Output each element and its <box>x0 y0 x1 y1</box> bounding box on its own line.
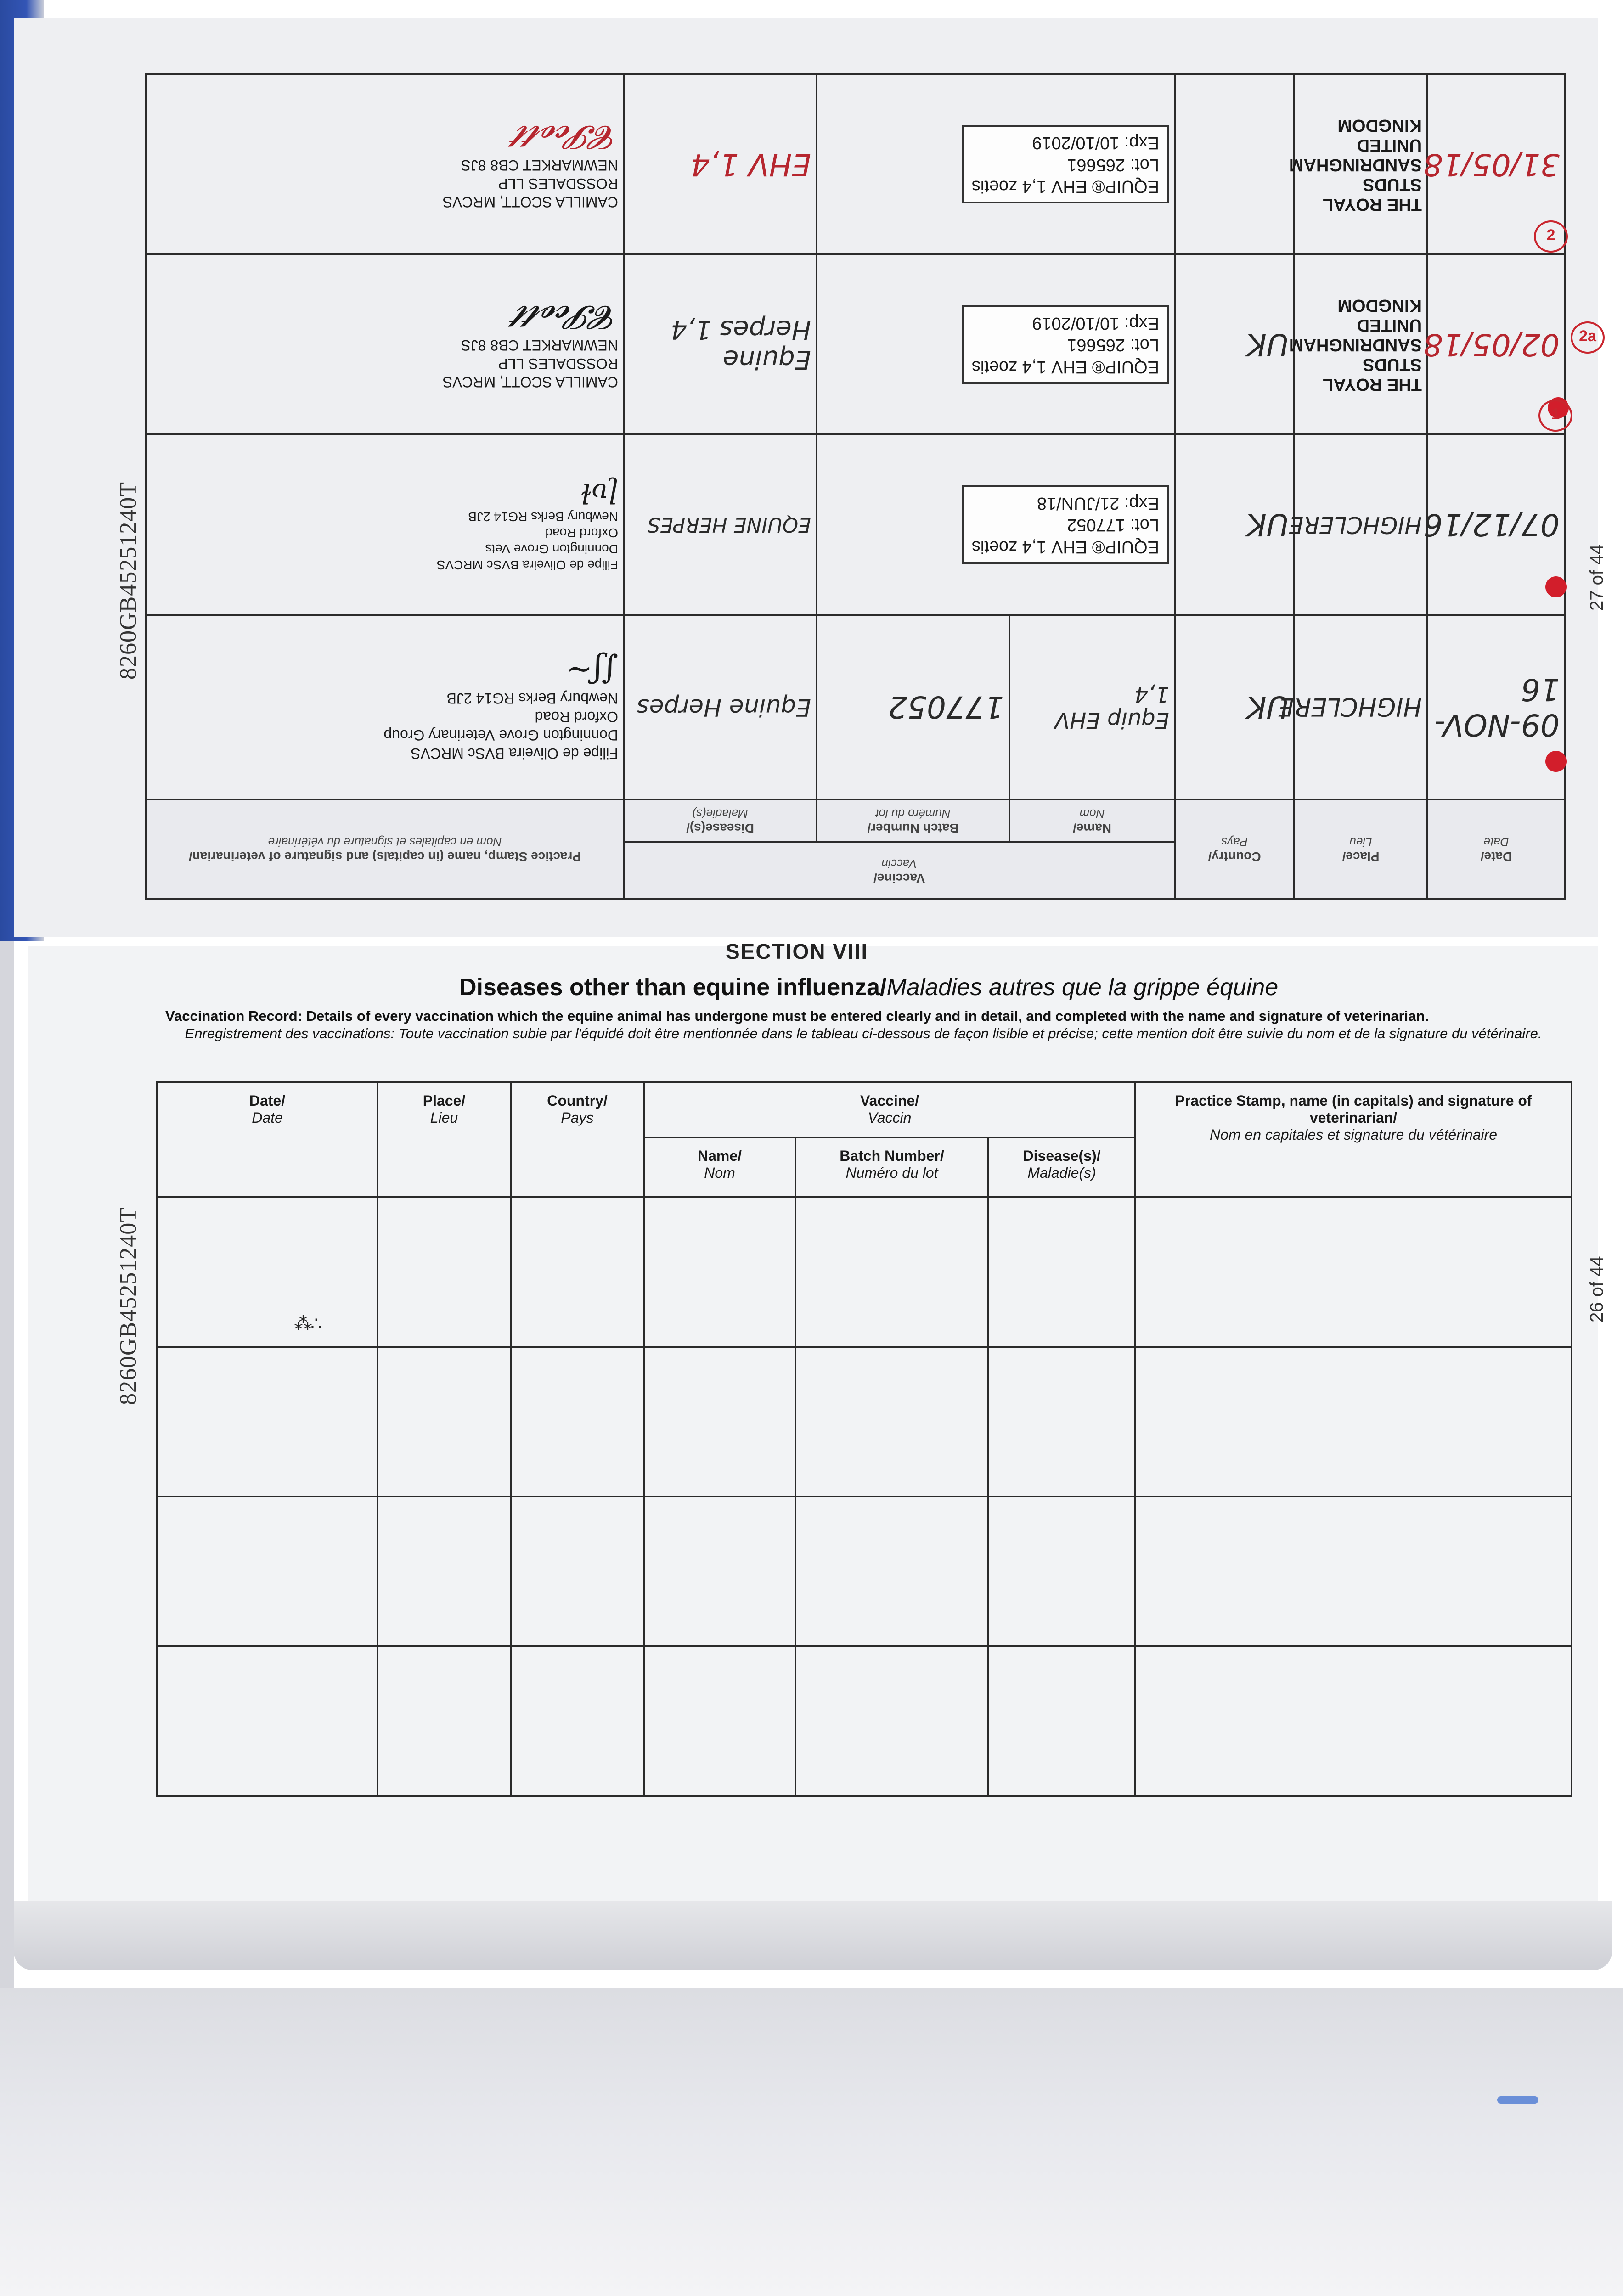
row2-date: 07/12/16 <box>1427 434 1565 614</box>
row2-country: UK <box>1175 434 1294 614</box>
row1-batch: 177052 <box>817 615 1009 800</box>
table-row <box>146 254 1565 434</box>
vet-stamp: CAMILLA SCOTT, MRCVS ROSSDALES LLP NEWMARKET CB8 8JS <box>442 337 618 390</box>
row3-place: THE ROYAL STUDS SANDRINGHAM UNITED KINGDOM <box>1294 254 1427 434</box>
vaccination-record-instructions-fr: Enregistrement des vaccinations: Toute vaccination subie par l'équidé doit être mentionnée dans le tableau ci-dessous de façon lisible et précise; cette mention doit être suivie du nom et de la signature du vétérinaire. <box>185 1025 1542 1041</box>
circled-number-2a: 2a <box>1571 321 1605 354</box>
batch-header: Batch Number/ Numéro du lot <box>795 1137 988 1197</box>
page-number-upper: 27 of 44 <box>1587 544 1607 611</box>
upper-vaccine-header: Vaccine/ Vaccin <box>624 842 1175 899</box>
passport-code-lower: 8260GB45251240T <box>115 1207 141 1405</box>
red-dot-mark <box>1545 751 1567 772</box>
scanner-shadow <box>0 1988 1623 2296</box>
vaccine-header: Vaccine/ Vaccin <box>644 1082 1135 1137</box>
country-header: Country/ Pays <box>511 1082 644 1197</box>
row4-date: 31/05/18 <box>1427 74 1565 254</box>
name-header: Name/ Nom <box>644 1137 795 1197</box>
table-row <box>146 615 1565 800</box>
stamp-header: Practice Stamp, name (in capitals) and signature of veterinarian/ Nom en capitales et signature du vétérinaire <box>1135 1082 1572 1197</box>
ink-speck: ⁂∴ <box>294 1314 321 1334</box>
table-row <box>157 1197 1572 1347</box>
vet-signature: ɭʋɫ <box>580 476 618 509</box>
row4-stamp <box>146 74 624 254</box>
upper-header-row <box>146 842 1565 899</box>
row3-country: UK <box>1175 254 1294 434</box>
red-dot-mark <box>1545 576 1567 597</box>
blue-pen-mark <box>1497 2096 1538 2104</box>
upper-stamp-header: Practice Stamp, name (in capitals) and signature of veterinarian/ Nom en capitales et signature du vétérinaire <box>146 799 624 899</box>
passport-code-upper: 8260GB45251240T <box>115 482 141 680</box>
table-row <box>146 434 1565 614</box>
vet-stamp: CAMILLA SCOTT, MRCVS ROSSDALES LLP NEWMARKET CB8 8JS <box>442 157 618 210</box>
date-header: Date/ Date <box>157 1082 378 1197</box>
row2-stamp <box>146 434 624 614</box>
page-curl <box>14 1901 1612 1970</box>
upper-disease-header: Disease(s)/ Maladie(s) <box>624 799 817 842</box>
row1-country: UK <box>1175 615 1294 800</box>
row2-disease: EQUINE HERPES <box>624 434 817 614</box>
row1-stamp <box>146 615 624 800</box>
upper-batch-header: Batch Number/ Numéro du lot <box>817 799 1009 842</box>
row3-stamp <box>146 254 624 434</box>
place-header: Place/ Lieu <box>378 1082 511 1197</box>
page-heading: Diseases other than equine influenza/Maladies autres que la grippe équine <box>459 974 1279 1001</box>
vaccine-sticker: EQUIP® EHV 1,4 zoetis Lot: 265661 Exp: 10/10/2019 <box>962 125 1169 204</box>
vaccine-sticker: EQUIP® EHV 1,4 zoetis Lot: 265661 Exp: 10/10/2019 <box>962 305 1169 384</box>
row2-vaccine-label <box>817 434 1175 614</box>
row4-country <box>1175 74 1294 254</box>
row3-disease: Equine Herpes 1,4 <box>624 254 817 434</box>
row4-disease: EHV 1,4 <box>624 74 817 254</box>
vet-stamp: Filipe de Oliveira BVSc MRCVS Donnington Grove Veterinary Group Oxford Road Newbury Berks RG14 2JB <box>383 690 618 762</box>
vet-signature: 𝓒𝓢𝓬𝓸𝓽𝓽 <box>517 118 618 156</box>
circled-number-1: 1 <box>1538 400 1572 432</box>
row1-place: HIGHCLERE <box>1294 615 1427 800</box>
table-row <box>157 1347 1572 1497</box>
table-row <box>157 1646 1572 1796</box>
vet-stamp: Filipe de Oliveira BVSc MRCVS Donnington Grove Vets Oxford Road Newbury Berks RG14 2JB <box>436 509 618 572</box>
row3-vaccine-label <box>817 254 1175 434</box>
vet-signature: 𝓒𝓢𝓬𝓸𝓽𝓽 <box>517 298 618 336</box>
upper-place-header: Place/ Lieu <box>1294 799 1427 899</box>
row1-disease: Equine Herpes <box>624 615 817 800</box>
upper-country-header: Country/ Pays <box>1175 799 1294 899</box>
row4-place: THE ROYAL STUDS SANDRINGHAM UNITED KINGDOM <box>1294 74 1427 254</box>
upper-name-header: Name/ Nom <box>1009 799 1175 842</box>
vaccination-record-instructions: Vaccination Record: Details of every vaccination which the equine animal has undergone must be entered clearly and in detail, and completed with the name and signature of veterinarian. <box>165 1008 1429 1024</box>
circled-number-2: 2 <box>1534 220 1568 253</box>
disease-header: Disease(s)/ Maladie(s) <box>988 1137 1135 1197</box>
section-title: SECTION VIII <box>726 940 868 963</box>
table-row <box>157 1497 1572 1646</box>
upper-date-header: Date/ Date <box>1427 799 1565 899</box>
row1-date: 09-NOV-16 <box>1427 615 1565 800</box>
row4-vaccine-label <box>817 74 1175 254</box>
header-row <box>157 1082 1572 1137</box>
row3-date: 02/05/18 <box>1427 254 1565 434</box>
page-number-lower: 26 of 44 <box>1587 1256 1607 1322</box>
row1-vaccine-name: Equip EHV 1,4 <box>1009 615 1175 800</box>
vet-signature: ∫ʃ~ <box>565 651 618 689</box>
vaccine-sticker: EQUIP® EHV 1,4 zoetis Lot: 177052 Exp: 21/JUN/18 <box>962 485 1169 564</box>
vaccination-record-table <box>156 1081 1572 1797</box>
row2-place: HIGHCLERE <box>1294 434 1427 614</box>
table-row <box>146 74 1565 254</box>
upper-vaccination-table <box>147 73 1566 900</box>
